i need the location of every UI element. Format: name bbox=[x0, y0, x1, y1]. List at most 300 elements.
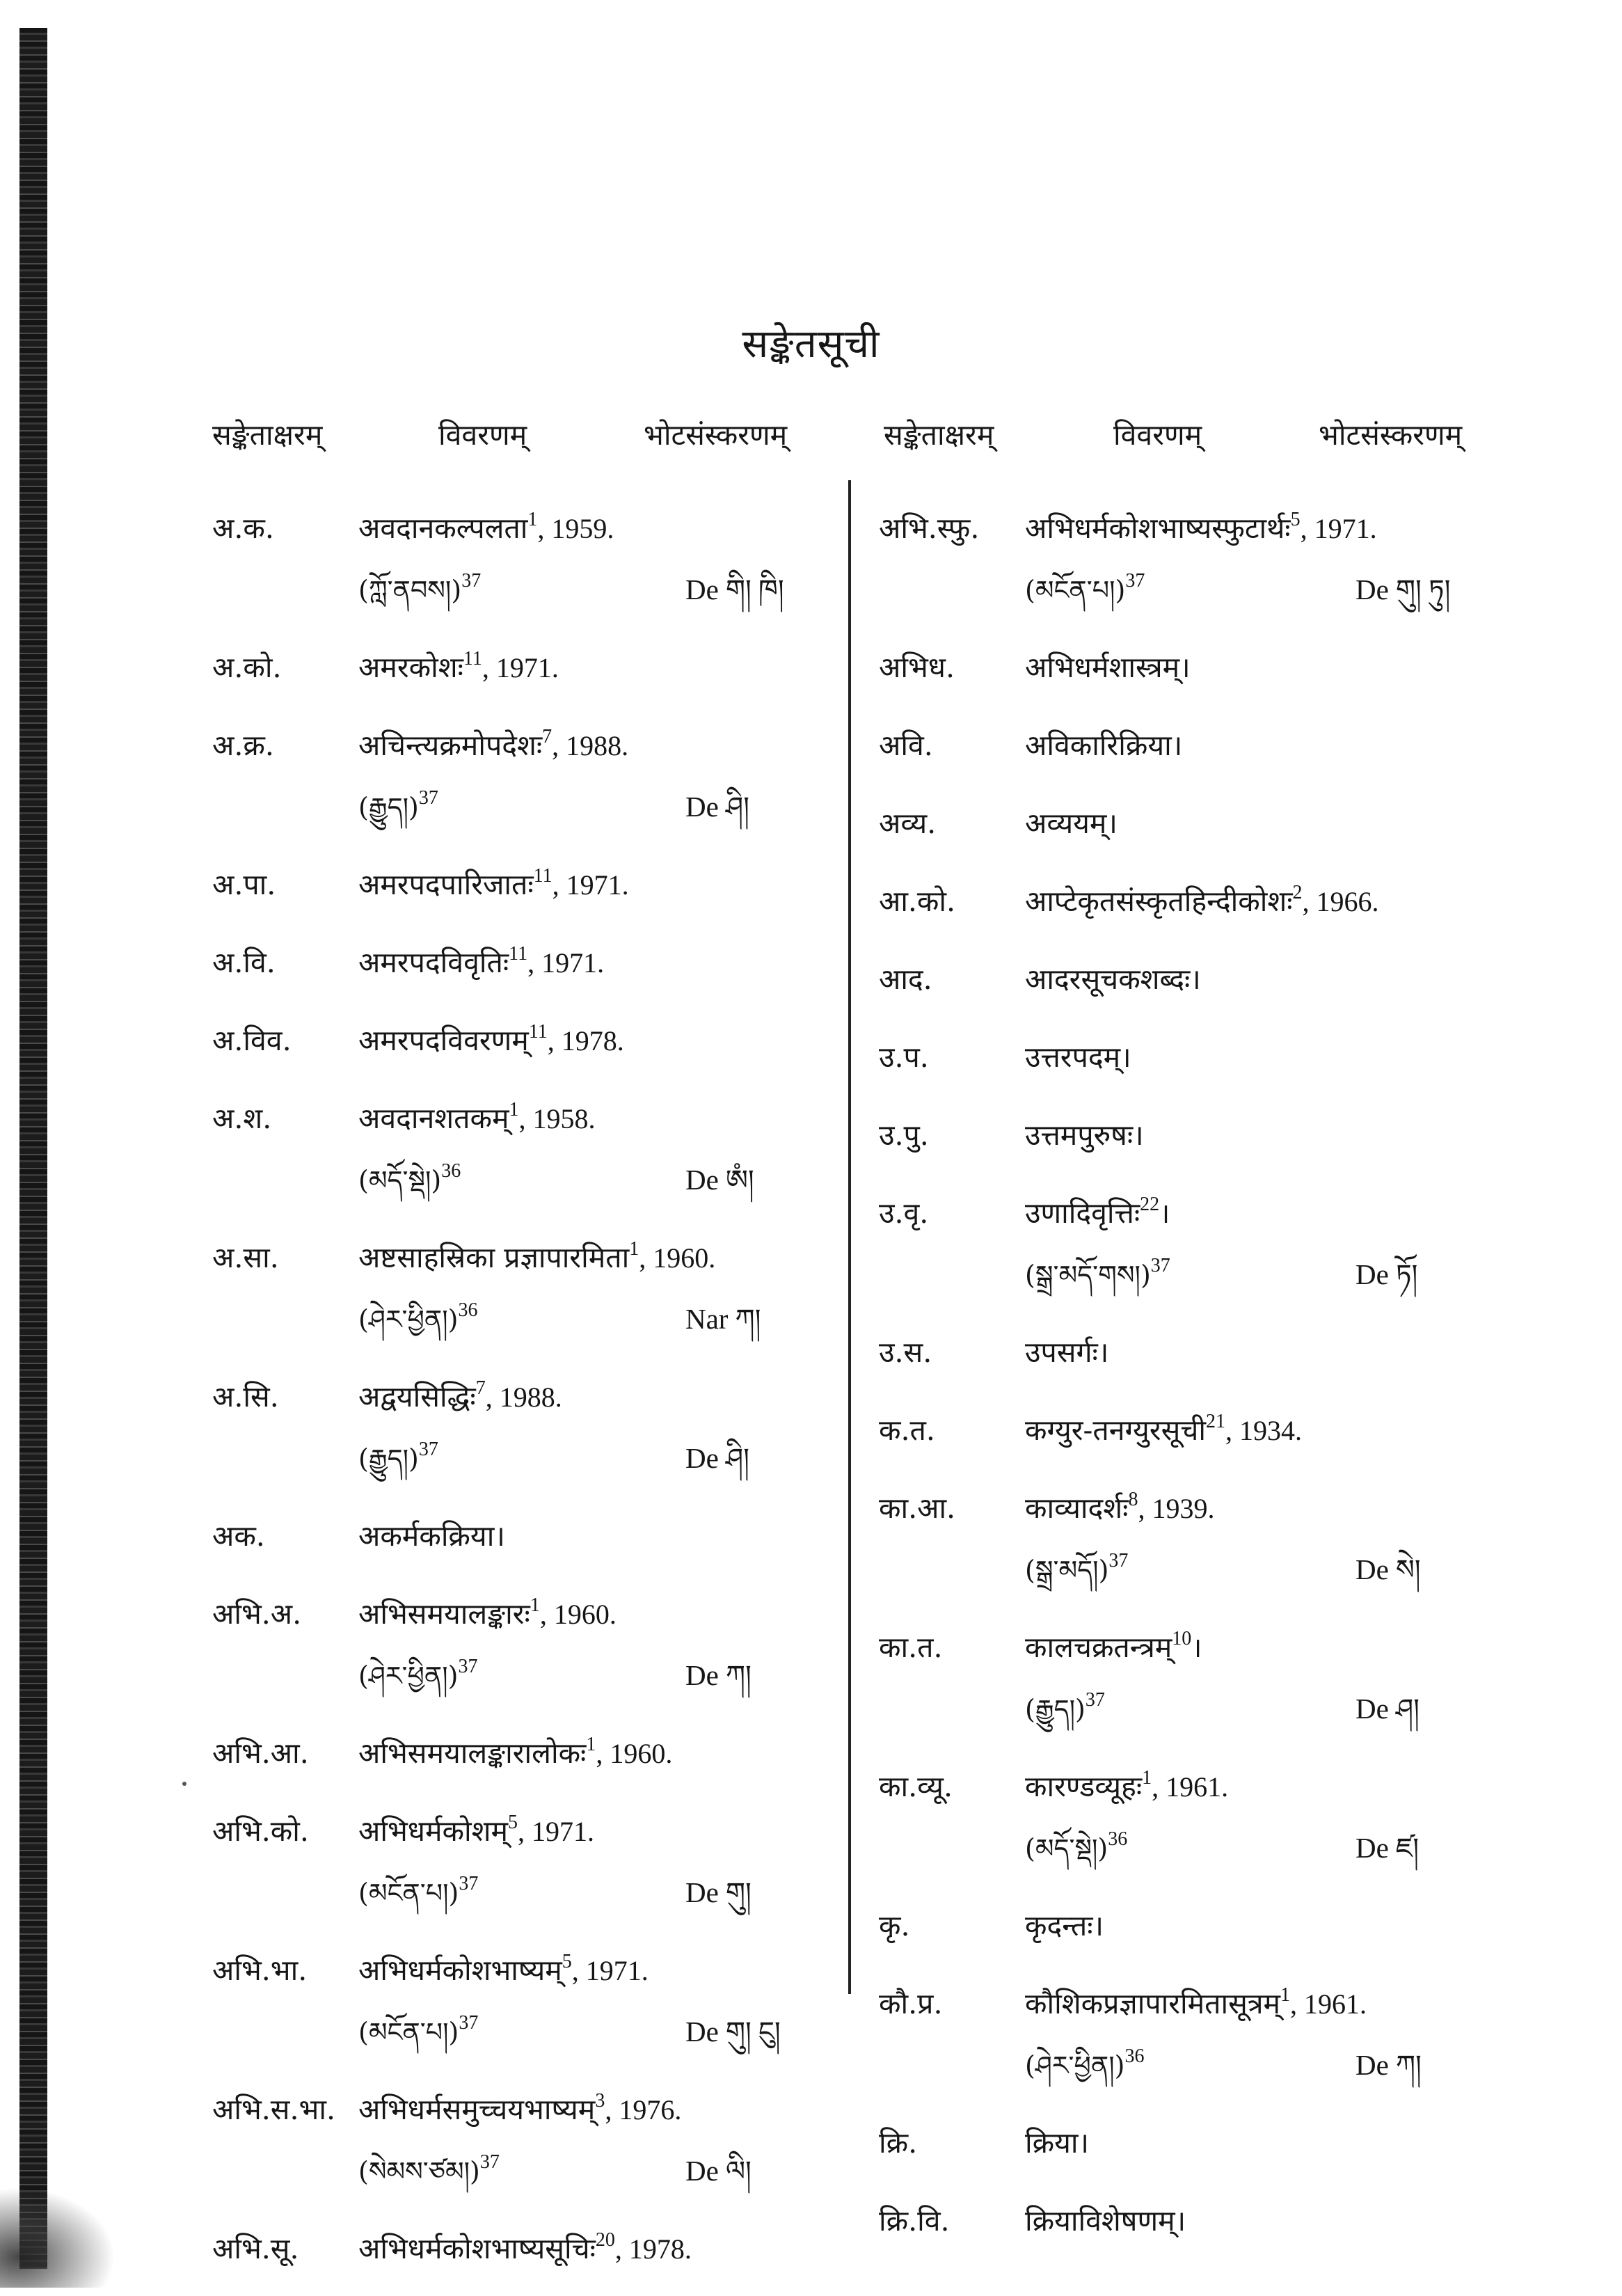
entry-tibetan-line bbox=[879, 1678, 1622, 1739]
tibetan-reference-number: 37 bbox=[418, 787, 438, 809]
entry-year: , 1959. bbox=[537, 513, 614, 544]
entry-main-line bbox=[879, 1478, 1622, 1539]
entry-year: , 1939. bbox=[1138, 1493, 1215, 1524]
abbreviation-entry bbox=[879, 1973, 1622, 2096]
entry-abbreviation: आद. bbox=[879, 963, 932, 996]
entry-reference-number: 5 bbox=[1290, 509, 1301, 530]
entry-main-line bbox=[212, 1723, 978, 1784]
entry-title: अमरकोशः bbox=[358, 651, 463, 684]
edition-volume: གུ། bbox=[725, 1877, 752, 1908]
entry-main-line bbox=[212, 1505, 978, 1567]
edition-name: De bbox=[1355, 573, 1389, 605]
scan-speck bbox=[182, 1782, 186, 1786]
entry-abbreviation: क.त. bbox=[879, 1414, 935, 1447]
entry-main-line bbox=[879, 1400, 1622, 1461]
entry-description bbox=[358, 1366, 562, 1428]
tibetan-section-name: (མངོན་པ།) bbox=[1025, 575, 1126, 605]
header-tibetan-edition-right: भोटसंस्करणम् bbox=[1319, 418, 1463, 452]
entry-title: क्रियाविशेषणम्। bbox=[1025, 2204, 1186, 2238]
entry-reference-number: 7 bbox=[475, 1377, 486, 1399]
entry-reference-number: 5 bbox=[508, 1812, 518, 1833]
entry-title: अव्ययम्। bbox=[1025, 807, 1118, 840]
entry-reference-number: 1 bbox=[530, 1594, 540, 1616]
entry-year: , 1978. bbox=[614, 2233, 692, 2265]
tibetan-edition bbox=[685, 559, 784, 621]
abbreviation-entry bbox=[879, 1756, 1622, 1878]
entry-year: , 1971. bbox=[527, 947, 605, 979]
edition-name: De bbox=[685, 1442, 719, 1474]
entry-main-line bbox=[879, 1105, 1622, 1166]
entry-reference-number: 11 bbox=[463, 648, 482, 670]
abbreviation-entry bbox=[212, 1088, 978, 1210]
entry-year: , 1958. bbox=[518, 1103, 596, 1134]
entry-main-line bbox=[879, 2190, 1622, 2251]
tibetan-section-name: (རྒྱུད།) bbox=[358, 1443, 419, 1474]
entry-reference-number: 20 bbox=[595, 2229, 615, 2251]
abbreviation-entry bbox=[879, 1182, 1622, 1305]
tibetan-section-name: (ཤེར་ཕྱིན།) bbox=[1025, 2050, 1125, 2081]
abbreviation-entry bbox=[212, 932, 978, 993]
entry-main-line bbox=[879, 793, 1622, 854]
entry-description bbox=[1025, 2112, 1089, 2174]
tibetan-section bbox=[358, 1288, 477, 1350]
entry-description bbox=[1025, 2190, 1186, 2251]
entry-year: , 1976. bbox=[605, 2094, 682, 2125]
entry-title: अवदानशतकम् bbox=[358, 1102, 509, 1135]
entry-year: , 1960. bbox=[539, 1599, 617, 1630]
tibetan-reference-number: 36 bbox=[1124, 2045, 1145, 2067]
entry-abbreviation: अ.क्र. bbox=[212, 729, 274, 762]
entry-description bbox=[358, 2079, 681, 2141]
edition-name: Nar bbox=[685, 1303, 729, 1335]
entry-abbreviation: अ.वि. bbox=[212, 946, 276, 979]
abbreviation-entry bbox=[879, 1478, 1622, 1600]
entry-main-line bbox=[879, 715, 1622, 776]
entry-abbreviation: का.व्यू. bbox=[879, 1770, 953, 1803]
tibetan-section-name: (མངོན་པ།) bbox=[358, 1878, 459, 1908]
entry-reference-number: 22 bbox=[1140, 1194, 1160, 1215]
entry-description bbox=[358, 932, 604, 994]
entry-title: कौशिकप्रज्ञापारमितासूत्रम् bbox=[1025, 1987, 1280, 2020]
entry-abbreviation: अभि.सू. bbox=[212, 2232, 299, 2265]
entry-abbreviation: अभि.को. bbox=[212, 1814, 309, 1848]
entry-year: , 1960. bbox=[596, 1738, 673, 1769]
entry-reference-number: 1 bbox=[527, 509, 538, 530]
entry-title: उपसर्गः। bbox=[1025, 1336, 1109, 1369]
tibetan-reference-number: 37 bbox=[459, 2012, 479, 2034]
entry-abbreviation: अ.सा. bbox=[212, 1241, 279, 1274]
abbreviation-entry bbox=[879, 1322, 1622, 1383]
entry-abbreviation: अभि.स्फु. bbox=[879, 512, 980, 545]
tibetan-section bbox=[1025, 1539, 1128, 1601]
abbreviation-entry bbox=[879, 715, 1622, 776]
entry-description bbox=[358, 637, 559, 699]
entry-title: उत्तमपुरुषः। bbox=[1025, 1118, 1144, 1152]
entry-main-line bbox=[212, 637, 978, 698]
abbreviation-entry bbox=[212, 1227, 978, 1349]
entry-reference-number: 1 bbox=[629, 1238, 639, 1260]
abbreviation-entry bbox=[879, 793, 1622, 854]
edition-volume: ཨཾ། bbox=[725, 1164, 754, 1196]
entry-year: , 1988. bbox=[485, 1381, 562, 1413]
edition-volume: ཀ། bbox=[725, 1660, 752, 1691]
entry-year: , 1971. bbox=[518, 1816, 595, 1847]
tibetan-section-name: (རྒྱུད།) bbox=[358, 792, 419, 823]
entry-main-line bbox=[879, 1027, 1622, 1088]
page-title: सङ्केतसूची bbox=[742, 322, 880, 367]
scan-shadow bbox=[0, 2185, 118, 2288]
left-column bbox=[212, 498, 978, 2296]
entry-reference-number: 11 bbox=[528, 1021, 548, 1043]
entry-description bbox=[358, 1088, 596, 1150]
entry-tibetan-line bbox=[212, 2140, 978, 2201]
abbreviation-entry bbox=[212, 1723, 978, 1784]
entry-description bbox=[358, 498, 614, 560]
entry-tibetan-line bbox=[212, 1645, 978, 1706]
entry-title: अमरपदविवरणम् bbox=[358, 1024, 529, 1057]
entry-year: , 1934. bbox=[1225, 1415, 1302, 1446]
entry-title: अभिधर्मकोशम् bbox=[358, 1814, 509, 1848]
entry-abbreviation: अभि.अ. bbox=[212, 1597, 302, 1631]
abbreviation-entry bbox=[212, 637, 978, 698]
tibetan-edition bbox=[685, 1149, 754, 1211]
tibetan-section-name: (སྒྲ་མདོ།) bbox=[1025, 1555, 1109, 1585]
entry-title: अकर्मकक्रिया। bbox=[358, 1519, 505, 1553]
entry-title: अभिसमयालङ्कारालोकः bbox=[358, 1736, 587, 1770]
entry-description bbox=[1025, 1895, 1104, 1956]
entry-abbreviation: अ.पा. bbox=[212, 868, 276, 901]
entry-main-line bbox=[212, 2218, 978, 2279]
entry-abbreviation: अ.विव. bbox=[212, 1024, 292, 1057]
abbreviation-entry bbox=[212, 2079, 978, 2201]
entry-year: । bbox=[1191, 1632, 1202, 1663]
tibetan-section bbox=[1025, 1817, 1127, 1879]
entry-title: क्रिया। bbox=[1025, 2126, 1090, 2160]
entry-year: , 1971. bbox=[482, 652, 559, 683]
edition-volume: སེ། bbox=[1395, 1554, 1421, 1585]
tibetan-section-name: (ཀློ་ནབས།) bbox=[358, 575, 462, 605]
entry-abbreviation: क्रि.वि. bbox=[879, 2204, 950, 2238]
entry-abbreviation: का.आ. bbox=[879, 1491, 956, 1525]
entry-year: , 1961. bbox=[1152, 1771, 1229, 1803]
abbreviation-entry bbox=[212, 1505, 978, 1567]
entry-main-line bbox=[879, 1895, 1622, 1956]
entry-reference-number: 1 bbox=[1142, 1767, 1152, 1789]
entry-title: अष्टसाहस्रिका प्रज्ञापारमिता bbox=[358, 1241, 630, 1274]
edition-volume: ཏོ། bbox=[1395, 1259, 1418, 1290]
abbreviation-entry bbox=[212, 1010, 978, 1071]
entry-abbreviation: अ.क. bbox=[212, 512, 274, 545]
abbreviation-entry bbox=[879, 949, 1622, 1010]
entry-reference-number: 7 bbox=[542, 726, 552, 747]
header-tibetan-edition: भोटसंस्करणम् bbox=[644, 418, 788, 452]
entry-main-line bbox=[879, 498, 1622, 559]
tibetan-edition bbox=[1355, 1817, 1419, 1879]
entry-main-line bbox=[212, 1940, 978, 2001]
tibetan-section bbox=[1025, 1244, 1170, 1306]
tibetan-reference-number: 37 bbox=[1125, 570, 1145, 592]
entry-main-line bbox=[212, 715, 978, 776]
entry-title: अभिधर्मसमुच्चयभाष्यम् bbox=[358, 2093, 596, 2126]
entry-tibetan-line bbox=[212, 1149, 978, 1210]
tibetan-reference-number: 37 bbox=[459, 1873, 479, 1894]
entry-main-line bbox=[879, 1182, 1622, 1244]
entry-year: , 1966. bbox=[1302, 886, 1379, 917]
entry-year: , 1971. bbox=[571, 1955, 649, 1986]
header-description-right: विवरणम् bbox=[1113, 418, 1202, 452]
entry-tibetan-line bbox=[212, 1427, 978, 1489]
entry-description bbox=[1025, 637, 1191, 698]
abbreviation-entry bbox=[879, 2190, 1622, 2251]
entry-year: , 1988. bbox=[552, 730, 629, 761]
entry-title: अवदानकल्पलता bbox=[358, 512, 528, 545]
tibetan-reference-number: 36 bbox=[1108, 1828, 1128, 1850]
entry-description bbox=[1025, 1478, 1214, 1539]
entry-abbreviation: अ.श. bbox=[212, 1102, 272, 1135]
tibetan-edition bbox=[685, 1862, 752, 1924]
edition-volume: གི། ཁི། bbox=[725, 574, 784, 605]
entry-title: अभिधर्मकोशभाष्यस्फुटार्थः bbox=[1025, 512, 1291, 545]
entry-abbreviation: अभि.स.भा. bbox=[212, 2093, 336, 2126]
entry-main-line bbox=[879, 871, 1622, 932]
tibetan-edition bbox=[685, 2001, 781, 2063]
tibetan-reference-number: 37 bbox=[1085, 1689, 1105, 1711]
entry-main-line bbox=[879, 949, 1622, 1010]
entry-title: अभिधर्मशास्त्रम्। bbox=[1025, 651, 1191, 684]
tibetan-section-name: (ཤེར་ཕྱིན།) bbox=[358, 1304, 459, 1335]
tibetan-reference-number: 37 bbox=[479, 2151, 500, 2173]
entry-reference-number: 1 bbox=[1280, 1984, 1290, 2006]
edition-name: De bbox=[1355, 1832, 1389, 1864]
entry-reference-number: 10 bbox=[1172, 1628, 1192, 1649]
entry-main-line bbox=[212, 498, 978, 559]
abbreviation-entry bbox=[212, 498, 978, 620]
abbreviation-entry bbox=[879, 637, 1622, 698]
tibetan-section bbox=[358, 2140, 500, 2202]
entry-description bbox=[358, 1800, 594, 1862]
entry-main-line bbox=[879, 1973, 1622, 2034]
tibetan-reference-number: 36 bbox=[441, 1160, 461, 1182]
entry-title: आदरसूचकशब्दः। bbox=[1025, 963, 1201, 996]
entry-title: अभिधर्मकोशभाष्यसूचिः bbox=[358, 2232, 596, 2265]
entry-title: अभिधर्मकोशभाष्यम् bbox=[358, 1954, 562, 1987]
edition-name: De bbox=[1355, 1258, 1389, 1290]
entry-tibetan-line bbox=[879, 2034, 1622, 2096]
tibetan-section bbox=[358, 776, 438, 838]
entry-tibetan-line bbox=[879, 1244, 1622, 1305]
entry-year: , 1971. bbox=[1300, 513, 1377, 544]
tibetan-section bbox=[358, 1862, 478, 1924]
edition-volume: ཤི། bbox=[725, 1443, 749, 1474]
abbreviation-entry bbox=[212, 1940, 978, 2062]
entry-main-line bbox=[212, 1800, 978, 1862]
tibetan-edition bbox=[1355, 1539, 1421, 1601]
entry-reference-number: 21 bbox=[1205, 1411, 1225, 1432]
edition-name: De bbox=[685, 791, 719, 823]
entry-description bbox=[1025, 1105, 1144, 1166]
tibetan-reference-number: 37 bbox=[1150, 1255, 1170, 1276]
entry-reference-number: 5 bbox=[562, 1951, 572, 1972]
entry-description bbox=[1025, 1027, 1131, 1088]
entry-year: , 1978. bbox=[547, 1025, 624, 1056]
entry-main-line bbox=[879, 2112, 1622, 2174]
tibetan-section bbox=[358, 559, 481, 621]
entry-abbreviation: आ.को. bbox=[879, 885, 956, 918]
abbreviation-entry bbox=[879, 2112, 1622, 2174]
entry-title: काव्यादर्शः bbox=[1025, 1491, 1129, 1525]
entry-tibetan-line bbox=[212, 559, 978, 620]
entry-description bbox=[1025, 1617, 1202, 1679]
entry-description bbox=[358, 1010, 624, 1072]
tibetan-section-name: (སྒྲ་མདོ་གས།) bbox=[1025, 1260, 1151, 1290]
entry-title: अमरपदपारिजातः bbox=[358, 868, 534, 901]
entry-reference-number: 8 bbox=[1128, 1489, 1138, 1510]
entry-main-line bbox=[212, 1227, 978, 1288]
tibetan-section bbox=[1025, 559, 1145, 621]
entry-title: कालचक्रतन्त्रम् bbox=[1025, 1631, 1172, 1664]
tibetan-reference-number: 36 bbox=[458, 1299, 478, 1321]
tibetan-section bbox=[358, 1427, 438, 1489]
entry-tibetan-line bbox=[879, 559, 1622, 620]
abbreviation-entry bbox=[879, 871, 1622, 932]
entry-year: । bbox=[1159, 1198, 1170, 1229]
entry-title: अविकारिक्रिया। bbox=[1025, 729, 1183, 762]
tibetan-reference-number: 37 bbox=[1108, 1550, 1129, 1571]
entry-description bbox=[358, 1227, 715, 1289]
entry-main-line bbox=[212, 854, 978, 915]
tibetan-section-name: (རྒྱུད།) bbox=[1025, 1694, 1086, 1725]
tibetan-edition bbox=[1355, 1678, 1420, 1740]
entry-tibetan-line bbox=[879, 1817, 1622, 1878]
abbreviation-entry bbox=[879, 1617, 1622, 1739]
entry-title: अभिसमयालङ्कारः bbox=[358, 1597, 530, 1631]
abbreviation-entry bbox=[212, 1800, 978, 1923]
edition-volume: ཤ། bbox=[1395, 1693, 1420, 1725]
abbreviation-entry bbox=[879, 1027, 1622, 1088]
abbreviation-entry bbox=[879, 498, 1622, 620]
tibetan-section-name: (ཤེར་ཕྱིན།) bbox=[358, 1661, 459, 1691]
entry-main-line bbox=[879, 637, 1622, 698]
tibetan-edition bbox=[1355, 559, 1450, 621]
entry-title: कृदन्तः। bbox=[1025, 1909, 1104, 1942]
edition-volume: ཛ། bbox=[1395, 1832, 1420, 1864]
entry-abbreviation: अभि.आ. bbox=[212, 1736, 309, 1770]
entry-main-line bbox=[879, 1617, 1622, 1678]
tibetan-edition bbox=[685, 1288, 761, 1350]
edition-name: De bbox=[685, 573, 719, 605]
entry-tibetan-line bbox=[212, 776, 978, 837]
entry-abbreviation: उ.स. bbox=[879, 1336, 932, 1369]
edition-name: De bbox=[685, 1659, 719, 1691]
entry-reference-number: 1 bbox=[586, 1734, 596, 1755]
edition-volume: ཀ། bbox=[735, 1304, 761, 1335]
entry-description bbox=[1025, 1182, 1170, 1244]
abbreviation-entry bbox=[212, 854, 978, 915]
tibetan-edition bbox=[685, 1645, 752, 1707]
entry-reference-number: 11 bbox=[509, 943, 528, 965]
header-abbreviation-right: सङ्केताक्षरम् bbox=[884, 418, 994, 452]
entry-description bbox=[1025, 949, 1201, 1010]
entry-description bbox=[1025, 1322, 1108, 1383]
entry-reference-number: 3 bbox=[595, 2090, 605, 2112]
entry-main-line bbox=[212, 1088, 978, 1149]
edition-volume: ཤི། bbox=[725, 791, 749, 823]
tibetan-section bbox=[358, 2001, 478, 2063]
entry-abbreviation: अभि.भा. bbox=[212, 1954, 308, 1987]
entry-abbreviation: अभिध. bbox=[879, 651, 955, 684]
tibetan-reference-number: 37 bbox=[418, 1439, 438, 1460]
entry-description bbox=[358, 1505, 505, 1567]
header-abbreviation: सङ्केताक्षरम् bbox=[212, 418, 323, 452]
entry-description bbox=[1025, 793, 1118, 854]
entry-description bbox=[1025, 1400, 1302, 1462]
entry-title: अमरपदविवृतिः bbox=[358, 946, 509, 979]
edition-volume: ཀ། bbox=[1395, 2050, 1422, 2081]
entry-abbreviation: उ.वृ. bbox=[879, 1196, 929, 1230]
edition-name: De bbox=[1355, 1553, 1389, 1585]
abbreviation-entry bbox=[212, 715, 978, 837]
entry-description bbox=[358, 2218, 692, 2280]
tibetan-edition bbox=[685, 1427, 749, 1489]
entry-abbreviation: उ.पु. bbox=[879, 1118, 929, 1152]
tibetan-edition bbox=[1355, 2034, 1422, 2096]
entry-reference-number: 2 bbox=[1292, 882, 1303, 903]
entry-description bbox=[1025, 1756, 1228, 1818]
entry-main-line bbox=[212, 1583, 978, 1645]
tibetan-section bbox=[358, 1149, 461, 1211]
entry-description bbox=[358, 854, 629, 916]
abbreviation-entry bbox=[212, 1366, 978, 1489]
entry-tibetan-line bbox=[212, 1862, 978, 1923]
entry-title: कग्युर-तनग्युरसूची bbox=[1025, 1414, 1206, 1447]
edition-name: De bbox=[685, 2016, 719, 2048]
entry-year: , 1961. bbox=[1290, 1988, 1367, 2020]
entry-reference-number: 11 bbox=[533, 865, 552, 887]
tibetan-edition bbox=[685, 776, 749, 838]
tibetan-reference-number: 37 bbox=[461, 570, 482, 592]
tibetan-section bbox=[358, 1645, 477, 1707]
entry-main-line bbox=[212, 1366, 978, 1427]
entry-main-line bbox=[212, 932, 978, 993]
abbreviation-entry bbox=[212, 1583, 978, 1706]
entry-year: , 1971. bbox=[552, 869, 629, 901]
entry-abbreviation: अक. bbox=[212, 1519, 265, 1553]
entry-description bbox=[358, 1583, 617, 1645]
tibetan-edition bbox=[1355, 1244, 1417, 1306]
tibetan-section-name: (མདོ་སྡེ།) bbox=[358, 1165, 442, 1196]
entry-reference-number: 1 bbox=[509, 1099, 519, 1121]
edition-volume: གུ། ཏུ། bbox=[1395, 574, 1451, 605]
entry-abbreviation: कृ. bbox=[879, 1909, 910, 1942]
entry-title: उत्तरपदम्। bbox=[1025, 1040, 1131, 1074]
tibetan-section-name: (མངོན་པ།) bbox=[358, 2017, 459, 2048]
entry-abbreviation: कौ.प्र. bbox=[879, 1987, 943, 2020]
header-description: विवरणम् bbox=[438, 418, 527, 452]
entry-description bbox=[1025, 1973, 1367, 2035]
right-column bbox=[879, 498, 1622, 2268]
entry-description bbox=[358, 1723, 672, 1784]
edition-name: De bbox=[685, 2155, 719, 2187]
entry-description bbox=[1025, 715, 1182, 776]
entry-abbreviation: अवि. bbox=[879, 729, 933, 762]
entry-title: अद्वयसिद्धिः bbox=[358, 1380, 476, 1414]
entry-title: अचिन्त्यक्रमोपदेशः bbox=[358, 729, 543, 762]
entry-abbreviation: अव्य. bbox=[879, 807, 937, 840]
entry-main-line bbox=[212, 2079, 978, 2140]
entry-main-line bbox=[879, 1756, 1622, 1817]
tibetan-section bbox=[1025, 2034, 1144, 2096]
entry-description bbox=[358, 715, 628, 777]
